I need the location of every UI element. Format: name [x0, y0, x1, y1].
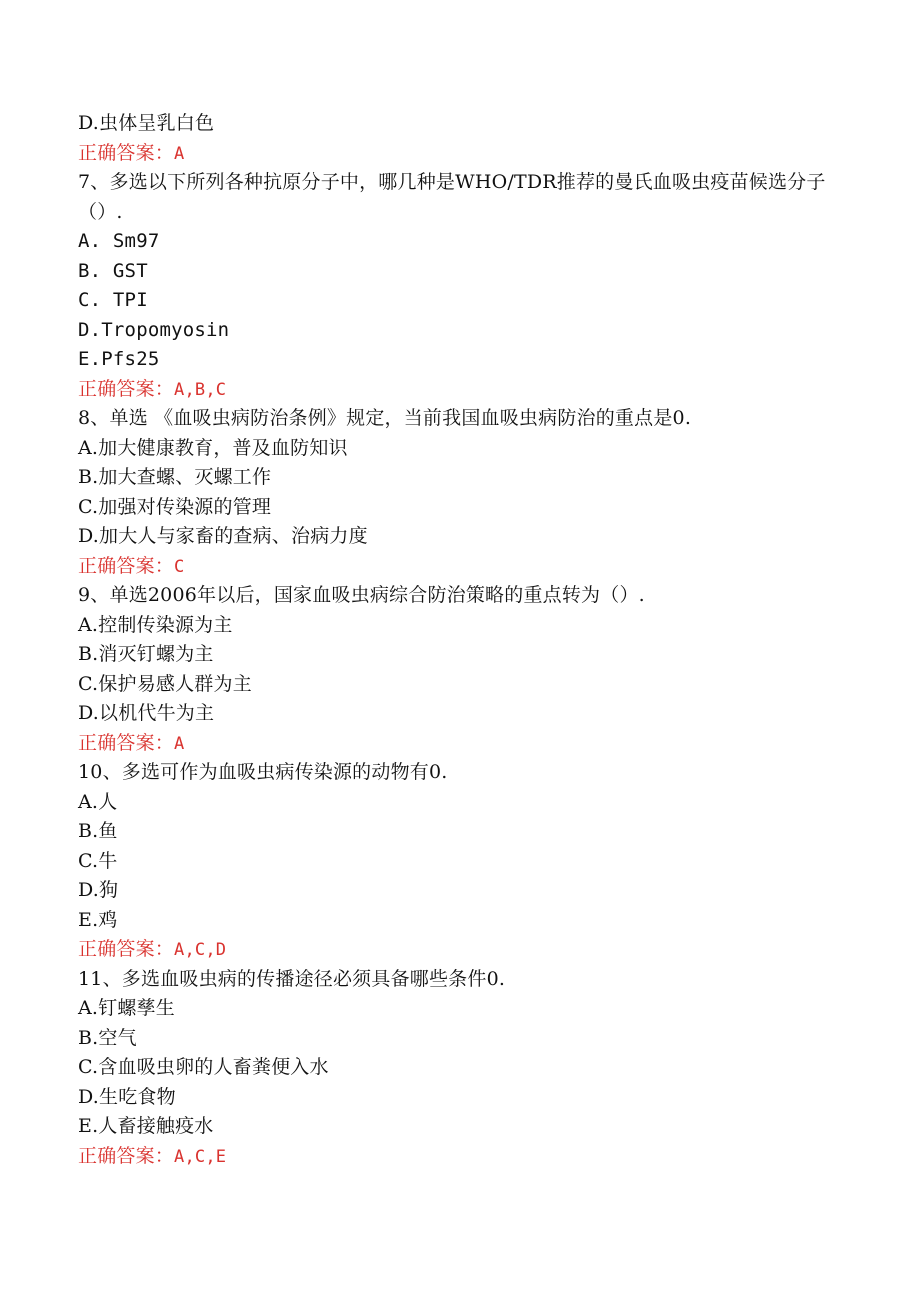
option-line: B.加大查螺、灭螺工作 — [78, 466, 272, 488]
option-line: C.牛 — [78, 849, 118, 872]
answer-label: 正确答案： — [78, 554, 175, 577]
option-line: B.消灭钉螺为主 — [78, 643, 214, 665]
option-line: D.狗 — [78, 879, 119, 901]
question-stem: 9、单选2006年以后，国家血吸虫病综合防治策略的重点转为（）. — [78, 584, 645, 606]
option-line: D.虫体呈乳白色 — [78, 112, 215, 134]
answer-value: C — [174, 556, 185, 577]
option-line: A.钉螺孳生 — [78, 997, 175, 1019]
option-line: A.加大健康教育，普及血防知识 — [78, 436, 348, 459]
option-line: C.保护易感人群为主 — [78, 672, 252, 695]
question-stem: 10、多选可作为血吸虫病传染源的动物有0. — [78, 761, 448, 783]
answer-line — [78, 375, 838, 405]
answer-value: A,C,D — [174, 940, 227, 960]
answer-label: 正确答案： — [78, 938, 175, 960]
answer-label: 正确答案： — [78, 731, 175, 754]
option-line: B.空气 — [78, 1026, 137, 1049]
option-line: E.Pfs25 — [78, 348, 160, 370]
question-stem: 7、多选以下所列各种抗原分子中，哪几种是WHO/TDR推荐的曼氏血吸虫疫苗候选分子（）. — [78, 171, 826, 223]
answer-line — [78, 729, 838, 759]
option-line: C.含血吸虫卵的人畜粪便入水 — [78, 1056, 329, 1078]
option-line: D.生吃食物 — [78, 1085, 176, 1108]
answer-label: 正确答案： — [78, 1144, 175, 1167]
option-line: D.Tropomyosin — [78, 318, 230, 341]
option-line: E.人畜接触疫水 — [78, 1115, 214, 1137]
answer-line — [78, 139, 838, 169]
option-line: D.加大人与家畜的查病、治病力度 — [78, 525, 368, 547]
answer-value: A — [174, 733, 185, 754]
option-line: B.鱼 — [78, 820, 118, 842]
answer-line — [78, 552, 838, 582]
option-line: A. Sm97 — [78, 230, 160, 252]
option-line: D.以机代牛为主 — [78, 702, 215, 724]
answer-line — [78, 1142, 838, 1172]
question-stem: 8、单选 《血吸虫病防治条例》规定，当前我国血吸虫病防治的重点是0. — [78, 407, 692, 429]
answer-value: A — [174, 143, 185, 164]
option-line: E.鸡 — [78, 908, 118, 931]
question-list — [78, 109, 838, 1171]
option-line: C.加强对传染源的管理 — [78, 495, 272, 518]
answer-label: 正确答案： — [78, 141, 175, 164]
option-line: C. TPI — [78, 289, 148, 311]
option-line: B. GST — [78, 259, 148, 282]
answer-label: 正确答案： — [78, 377, 175, 400]
answer-value: A,C,E — [174, 1146, 227, 1167]
question-stem: 11、多选血吸虫病的传播途径必须具备哪些条件0. — [78, 967, 506, 990]
option-line: A.控制传染源为主 — [78, 613, 233, 636]
answer-line — [78, 935, 838, 965]
answer-value: A,B,C — [174, 379, 227, 400]
option-line: A.人 — [78, 790, 118, 813]
